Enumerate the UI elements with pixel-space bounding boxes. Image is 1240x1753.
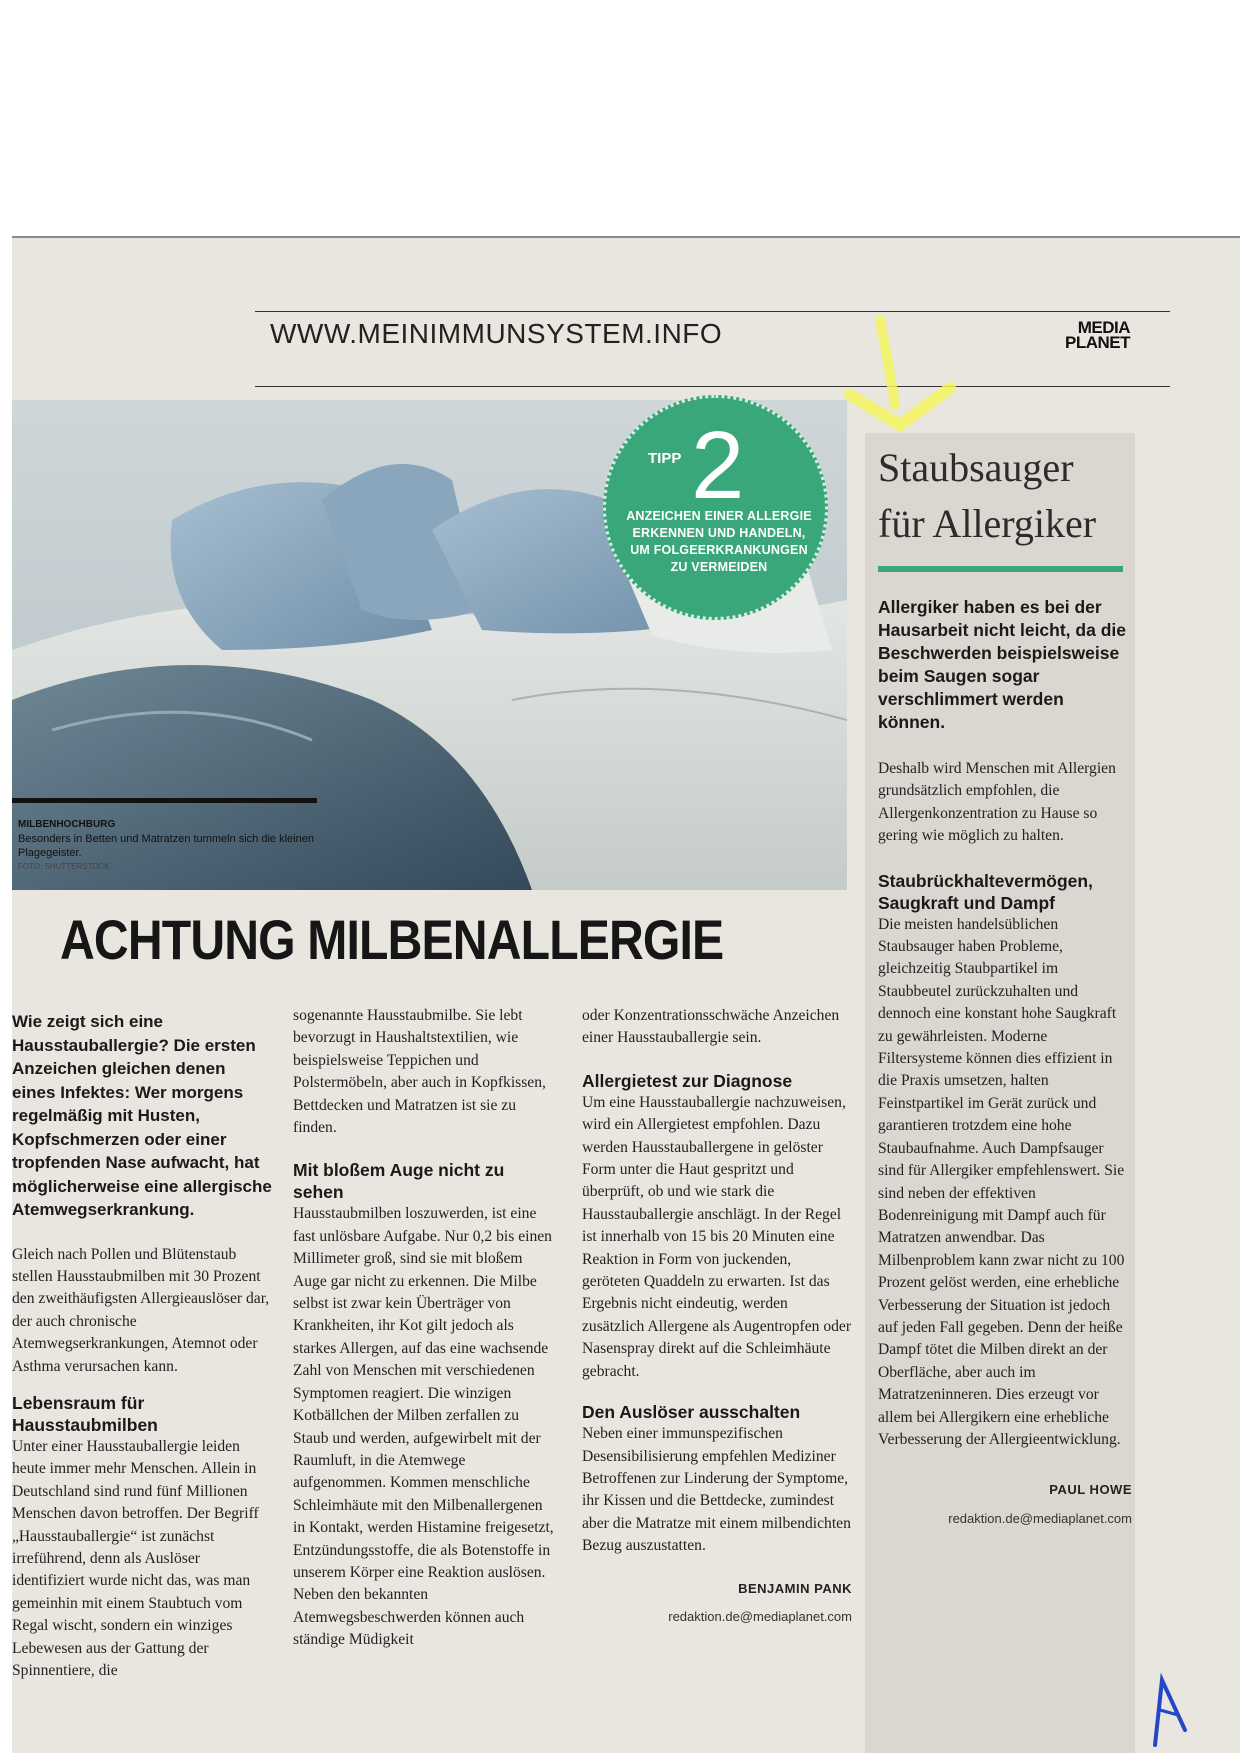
- tip-badge: [603, 395, 828, 620]
- sidebar-subheading: Staubrückhaltevermögen, Saugkraft und Dampf: [878, 870, 1093, 913]
- caption-title: MILBENHOCHBURG: [18, 819, 116, 830]
- sidebar-email: redaktion.de@mediaplanet.com: [948, 1510, 1132, 1526]
- article-column-3: [582, 1005, 852, 1753]
- article-subheading-4: Den Auslöser ausschalten: [582, 1402, 801, 1423]
- article-paragraph-3: sogenannte Hausstaubmilbe. Sie lebt bevorzugt in Haushaltstextilien, wie beispielsweise Teppichen und Polstermöbeln, aber auch in Kopfkissen, Bettdecken und Matratzen ist sie zu finden.: [293, 1007, 546, 1137]
- article-column-1: [12, 1010, 272, 1753]
- caption-credit: FOTO: SHUTTERSTOCK: [18, 862, 110, 871]
- sidebar-paragraph-1: Deshalb wird Menschen mit Allergien grundsätzlich empfohlen, die Allergenkonzentration zu Hause so gering wie möglich zu halten.: [878, 760, 1116, 845]
- logo-line-1: MEDIA: [1077, 318, 1130, 337]
- article-subheading-1: Lebensraum für Hausstaubmilben: [12, 1392, 158, 1435]
- pen-arrow-icon: [1140, 1670, 1200, 1750]
- sidebar-title: Staubsauger für Allergiker: [878, 445, 1097, 546]
- tip-number: 2: [691, 412, 745, 519]
- article-subheading-3: Allergietest zur Diagnose: [582, 1070, 793, 1091]
- sidebar-lead: Allergiker haben es bei der Hausarbeit nicht leicht, da die Beschwerden beispielsweise beim Saugen sogar verschlimmert werden können.: [878, 597, 1126, 732]
- highlighter-arrow-icon: [840, 310, 970, 440]
- sidebar-paragraph-2: Die meisten handelsüblichen Staubsauger haben Probleme, gleichzeitig Staubpartikel im Staubbeutel zurückzuhalten und dennoch eine konstant hohe Saugkraft zu gewährleisten. Moderne Filtersysteme können dies effizient in die Praxis umsetzen, halten Feinstpartikel im Gerät zurück und garantieren trotzdem eine hohe Staubaufnahme. Auch Dampfsauger sind für Allergiker empfehlenswert. Sie sind neben der effektiven Bodenreinigung mit Dampf auch für Matratzen anwendbar. Das Milbenproblem kann zwar nicht zu 100 Prozent gelöst werden, eine erhebliche Verbesserung der Situation ist jedoch auf jeden Fall gegeben. Denn der heiße Dampf tötet die Milben direkt an der Oberfläche, aber auch im Matratzeninneren. Dies erzeugt vor allem bei Allergikern eine erhebliche Verbesserung der Allergieentwicklung.: [878, 915, 1125, 1448]
- article-paragraph-5: oder Konzentrationsschwäche Anzeichen einer Hausstauballergie sein.: [582, 1007, 840, 1047]
- tip-text: ANZEICHEN EINER ALLERGIE ERKENNEN UND HANDELN, UM FOLGEERKRANKUNGEN ZU VERMEIDEN: [626, 509, 812, 574]
- article-paragraph-6: Um eine Hausstauballergie nachzuweisen, wird ein Allergietest empfohlen. Dazu werden Hausstauballergene in gelöster Form unter die Haut gespritzt und überprüft, ob und wie stark die Hausstauballergie anschlägt. In der Regel ist innerhalb von 15 bis 20 Minuten eine Reaktion in Form von juckenden, geröteten Quaddeln zu erwarten. Ist das Ergebnis nicht eindeutig, werden zusätzlich Allergene als Augentropfen oder Nasenspray direkt auf die Schleimhäute gebracht.: [582, 1093, 852, 1380]
- page-edge: [12, 236, 1240, 238]
- article-paragraph-4: Hausstaubmilben loszuwerden, ist eine fast unlösbare Aufgabe. Nur 0,2 bis einen Millimeter groß, sind sie mit bloßem Auge gar nicht zu erkennen. Die Milbe selbst ist zwar kein Überträger von Krankheiten, ihr Kot gilt jedoch als starkes Allergen, auf das eine wachsende Zahl von Menschen mit verschiedenen Symptomen reagiert. Die winzigen Kotbällchen der Milben zerfallen zu Staub und werden, aufgewirbelt mit der Raumluft, in die Atemwege aufgenommen. Kommen menschliche Schleimhäute mit den Milbenallergenen in Kontakt, werden Histamine freigesetzt, Entzündungsstoffe, die als Botenstoffe in unserem Körper eine Reaktion auslösen. Neben den bekannten Atemwegsbeschwerden können auch ständige Müdigkeit: [293, 1205, 554, 1649]
- caption-text: Besonders in Betten und Matratzen tummeln sich die kleinen Plagegeister.: [18, 833, 314, 859]
- article-paragraph-1: Gleich nach Pollen und Blütenstaub stellen Hausstaubmilben mit 30 Prozent den zweithäufigsten Allergieauslöser dar, der auch chronische Atemwegserkrankungen, Atemnot oder Asthma verursachen kann.: [12, 1245, 270, 1375]
- caption-bar: [12, 798, 317, 803]
- sidebar-author: PAUL HOWE: [1049, 1482, 1132, 1498]
- mediaplanet-logo: [1065, 320, 1130, 350]
- website-url: WWW.MEINIMMUNSYSTEM.INFO: [270, 318, 723, 349]
- article-column-2: [293, 1005, 555, 1753]
- article-paragraph-2: Unter einer Hausstauballergie leiden heute immer mehr Menschen. Allein in Deutschland sind rund fünf Millionen Menschen davon betroffen. Der Begriff „Hausstauballergie“ ist zunächst irreführend, denn als Auslöser identifiziert wurde nicht das, was man gemeinhin mit einem Staubtuch vom Regal wischt, sondern ein winziges Lebewesen aus der Gattung der Spinnentiere, die: [12, 1437, 259, 1679]
- photo-caption: [18, 818, 318, 874]
- article-subheading-2: Mit bloßem Auge nicht zu sehen: [293, 1160, 505, 1203]
- article-email: redaktion.de@mediaplanet.com: [668, 1608, 852, 1624]
- article-lead: Wie zeigt sich eine Hausstauballergie? Die ersten Anzeichen gleichen denen eines Infektes: Wer morgens regelmäßig mit Husten, Kopfschmerzen oder einer tropfenden Nase aufwacht, hat möglicherweise eine allergische Atemwegserkrankung.: [12, 1012, 272, 1219]
- masthead-top-rule: [255, 311, 1170, 312]
- sidebar-accent-bar: [878, 566, 1123, 572]
- masthead-bottom-rule: [255, 386, 1170, 387]
- logo-line-2: PLANET: [1065, 333, 1130, 352]
- article-headline: ACHTUNG MILBENALLERGIE: [60, 908, 724, 971]
- tip-label: TIPP: [648, 450, 682, 467]
- article-author: BENJAMIN PANK: [738, 1580, 852, 1596]
- sidebar-column: [878, 596, 1132, 1753]
- article-paragraph-7: Neben einer immunspezifischen Desensibilisierung empfehlen Mediziner Betroffenen zur Linderung der Symptome, ihr Kissen und die Bettdecke, zumindest aber die Matratze mit einem milbendichten Bezug auszustatten.: [582, 1425, 851, 1555]
